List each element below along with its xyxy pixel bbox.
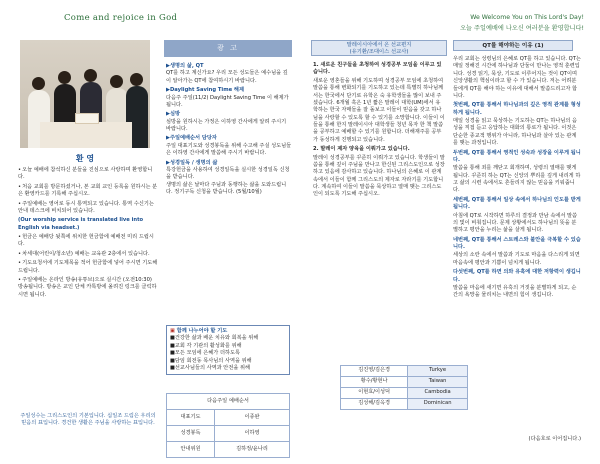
next-week-staff-table <box>166 393 290 458</box>
prayer-item: ■건강한 삶과 배운 치유와 회복을 위해 <box>170 335 259 342</box>
table-row: 김진영/김은경 Turkye <box>341 366 468 377</box>
checkbox-icon: ▣ <box>170 328 177 334</box>
greeting-item: •헌금은 예배당 뒷쪽에 위치한 헌금함에 예배전 미리 드립시다. <box>18 234 154 248</box>
header-welcome-en: We Welcome You on This Lord's Day! <box>470 14 584 21</box>
notice-text: 생명의 삶은 날마다 주님과 동행하는 삶을 도와드립니다. 정기구독 신청을 받습니다. (5월/10월) <box>166 181 287 195</box>
staff-title: 다음주일 예배순서 <box>167 394 290 410</box>
greeting-list <box>18 167 158 301</box>
section-text: 말씀을 마음에 새기면 유혹의 거짓을 분별하게 되고, 순간의 욕망을 물리치는 내면의 힘이 생깁니다. <box>453 284 577 299</box>
greeting-item: •처음 교회를 방문하셨거나, 본 교회 교인 등록을 원하시는 분은 환영카드를 기록해 주십시오. <box>18 183 158 198</box>
mission-letter <box>313 60 445 199</box>
prayer-item: ■교회 각 기관의 활성화를 위해 <box>170 342 242 349</box>
table-row: 대표기도 이종완 <box>167 410 290 426</box>
header-welcome-ko: 오늘 주일예배에 나오신 여러분을 환영합니다! <box>460 25 584 32</box>
notices-title: 광 고 <box>164 40 292 57</box>
section-title: 두번째, QT를 통해서 영적인 성숙과 성장을 이루게 됩니다. <box>453 149 581 163</box>
notice-title: ▶주일예배순서 담당자 <box>166 135 217 142</box>
table-row: 안내위원 김하정/윤나리 <box>167 442 290 458</box>
translation-note: (Our worship service is translated live into English via headset.) <box>18 217 144 231</box>
section-text: 세상의 소란 속에서 말씀과 기도로 마음을 다스리게 되면 마음속에 평안과 기쁨이 넘치게 됩니다. <box>453 252 580 266</box>
section-title: 네번째, QT를 통해서 스트레스와 불안을 극복할 수 있습니다. <box>453 236 581 250</box>
table-row: 성경봉독 이하영 <box>167 426 290 442</box>
section-text: 아침에 QT로 시작하면 하루의 결정과 만남 속에서 말씀의 빛이 비춰집니다. 문제 상황에서도 하나님의 뜻을 분별하고 평안을 누리는 삶을 살게 됩니다. <box>453 212 578 234</box>
table-row: 이현효/이성덕 Cambodia <box>341 388 468 399</box>
notice-text: 심방을 원하시는 가정은 이하영 간사에게 알려 주시기 바랍니다. <box>166 118 287 132</box>
missionaries-table <box>340 365 468 410</box>
header-title: Come and rejoice in God <box>64 13 178 23</box>
notice-title: ▶심방 <box>166 111 181 118</box>
notices-list <box>166 61 292 196</box>
section-title: 2. 말레이 제자 양육을 이뤄가고 있습니다. <box>313 146 410 153</box>
notice-text: 주일 대표기도와 성경봉독을 위해 수고해 주실 성도님들은 이하영 간사에게 말씀해 주시기 바랍니다. <box>166 142 292 157</box>
table-row: 김성해/김옥경 Dominican <box>341 399 468 410</box>
section-text: 말씀을 통해 죄를 깨닫고 회개하며, 성령의 열매를 맺게 됩니다. 꾸준히 하는 QT는 신앙의 뿌리를 깊게 내리게 하고 삶의 시련 속에서도 흔들리지 않는 믿음을 키워줍니다. <box>453 165 581 194</box>
prayer-title: ▣ 함께 나누어야 할 기도 <box>170 328 228 334</box>
section-text: 새로운 영혼들을 위해 기도하며 성경공부 모임에 초청하여 말씀을 통해 변화되기를 기도하고 있는데 특별히 하나님께서는 한국에서 단기로 유학온 숙 유학생들을 많이 보내 주셨습니다. 6개월 혹은 1년 짧은 말레이 대학(UM)에서 유학하는 한국 자매들을 잘 돌보고 이들이 믿음을 갖고 하나님을 사랑할 수 있도록 할 수 있기를 소망합니다. 이들이 이들을 통해 한지 말레이시아 대학생들 청년 목자 한 책 말씀을 공부하고 예배할 수 있기를 원합니다. 더해재주를 공부가 동성하게 진행되고 있습니다. <box>313 77 445 143</box>
greeting-item: •주일예배는 영어로 동시 통역되고 있습니다. 통역 수신기는 안내 데스크에 비치되어 있습니다. <box>18 200 154 214</box>
greeting-title: 환 영 <box>75 154 95 163</box>
congregation-photo <box>20 40 150 148</box>
prayer-item: ■선교사님들의 사역과 안전을 위해 <box>170 364 251 371</box>
prayer-box <box>166 325 290 375</box>
table-row: 황수/황현나 Taiwan <box>341 377 468 388</box>
notice-text: QT를 하고 계신가요? 우리 모든 성도들은 예수님을 깊이 알아가는 QT에 참여하시기 바랍니다. <box>166 70 288 84</box>
section-text: 말레이 성경공부를 꾸준히 이뤄가고 있습니다. 학생들이 말씀을 통해 깊이 주님을 만나고 한신된 그리스도인으로 성장하고 있음에 감사하고 있습니다. 하나님의 은혜로 이 관계 속에서 이들이 함께 그리스도의 제자로 자라기를 기도합니다. 계속하여 이들이 말씀을 묵상하고 열매 맺는 그리스도인이 되도록 기도해 주십시오. <box>313 154 445 198</box>
section-text: 매일 성경을 읽고 묵상하는 기도하는 QT는 하나님의 음성을 직접 듣고 응답하는 대화의 통로가 됩니다. 이것은 단순한 종교적 행위가 아니라, 하나님과 살아 있는 관계를 맺는 과정입니다. <box>453 118 578 147</box>
section-title: 세번째, QT를 통해서 일상 속에서 하나님의 인도를 받게 됩니다. <box>453 196 581 211</box>
section-title: 1. 새로운 친구들을 초청하여 성경공부 모임을 이루고 있습니다. <box>313 62 442 76</box>
notice-title: ▶생명의 삶, QT <box>166 63 204 69</box>
notice-text: 특강헌금을 사용하여 성경일독을 실시한 성경일독 신청을 받습니다. <box>166 166 290 181</box>
continued-note: (다음호로 이어집니다.) <box>528 436 581 442</box>
notice-title: ▶Daylight Saving Time 해제 <box>166 87 244 94</box>
section-title: 첫번째, QT를 통해서 하나님과의 깊은 영적 관계를 형성하게 됩니다. <box>453 102 581 116</box>
greeting-item: •오늘 예배에 참석하신 분들을 진심으로 사랑하며 환영합니다. <box>18 167 153 181</box>
qt-intro: 우리 교회는 성령님의 은혜로 QT를 하고 있습니다. QT는 매일 정해진 시간에 하나님과 단둘이 만나는 영적 훈련입니다. 성경 읽기, 묵상, 기도로 이루어지는 것이 QT이며 신앙생활의 핵심이라고 할 수 가 있습니다. 저는 어려분들에게 QT를 해야 하는 이유에 대해서 말씀드리고자 합니다. <box>453 56 581 99</box>
qt-reasons <box>453 56 581 300</box>
prayer-item: ■담임 회전동 목사님의 사역을 위해 <box>170 357 252 364</box>
prayer-item: ■모든 모임에 은혜가 더하도록 <box>170 350 240 357</box>
qt-reasons-header: QT를 해야하는 이유 (1) <box>453 40 573 51</box>
notice-text: 다음주 주일(11/2) Daylight Saving Time 이 해제가 됩니다. <box>166 94 289 108</box>
greeting-item: •주일예배는 온라인 방송(유튜브)으로 실시간 (오전10:30) 방송됩니다. 방송은 교인 단체 카톡방에 올려진 링크를 클릭하시면 됩니다. <box>18 276 157 298</box>
motto: 주일성수는 그리스도인의 기본입니다. 십일조 드림은 우리의 믿음의 표입니다. 경건한 생활은 주님을 사랑하는 표입니다. <box>20 413 156 427</box>
mission-letter-header: 말레이시아에서 온 선교편지 (유기환/조대이스 선교사) <box>311 40 447 56</box>
greeting-item: •기도요청서에 기도제목을 적어 헌금함에 넣어 주시면 기도해 드립니다. <box>18 260 158 274</box>
greeting-item: •차세대(어린이/청소년) 예배는 교육관 2층에서 있습니다. <box>18 250 150 257</box>
section-title: 다섯번째, QT를 하면 의와 유혹에 대한 저항력이 생깁니다. <box>453 269 581 283</box>
notice-title: ▶성경일독 / 생명의 삶 <box>166 159 218 166</box>
